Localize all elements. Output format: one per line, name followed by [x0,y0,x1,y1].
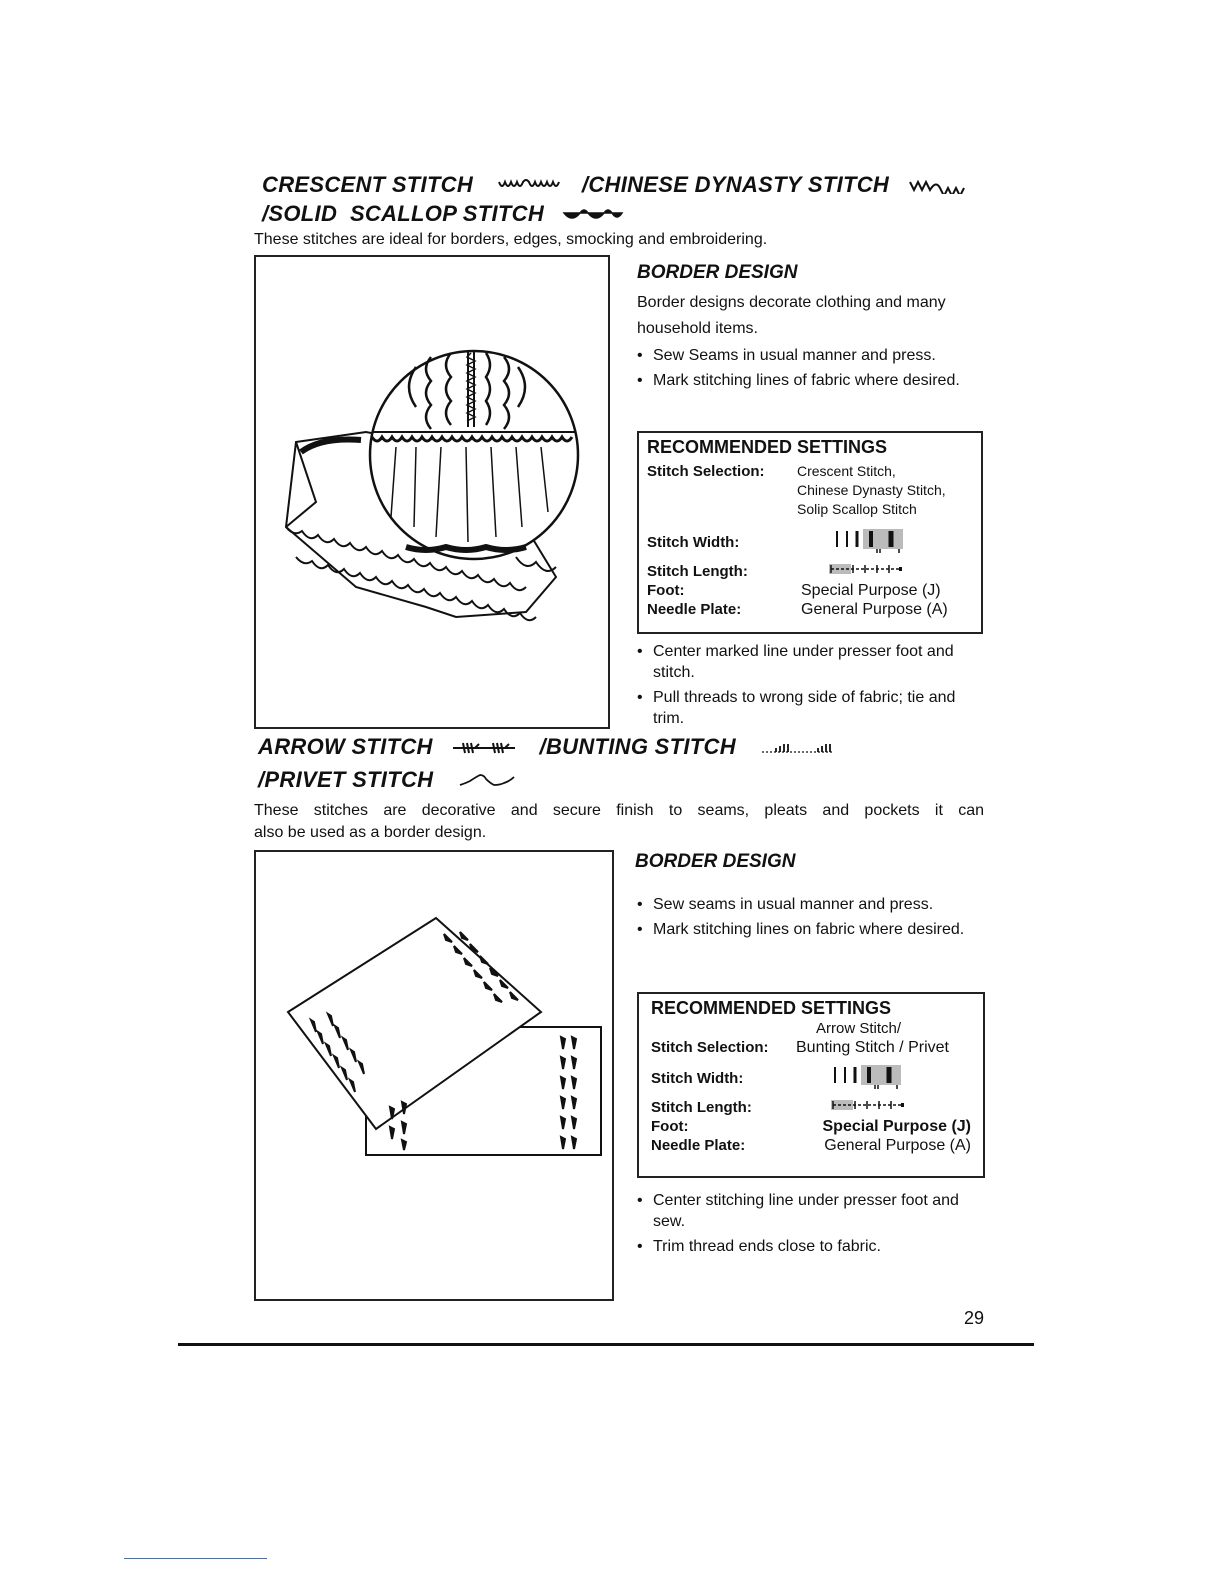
footer-rule [178,1343,1034,1346]
list-item: • Center stitching line under presser foot and sew. [637,1190,987,1232]
stitch-selection-label: Stitch Selection: [651,1039,769,1056]
list-item: • Pull threads to wrong side of fabric; tie and trim. [637,687,982,729]
section2-bullets-after [637,1190,987,1261]
stitch-width-row [647,527,973,558]
needle-plate-label: Needle Plate: [651,1137,746,1154]
section2-bullets-before [637,894,982,944]
section2-heading-line1 [258,734,834,760]
pocket-figure [254,850,614,1301]
solid-scallop-stitch-icon [562,207,624,223]
arrow-stitch-icon [451,740,519,756]
foot-label: Foot: [651,1118,689,1135]
stitch-width-label: Stitch Width: [651,1070,744,1087]
chinese-dynasty-stitch-icon [908,178,974,194]
stitch-selection-value-2: Chinese Dynasty Stitch, [797,482,946,498]
foot-value: Special Purpose (J) [822,1118,971,1135]
privet-heading: /PRIVET STITCH [258,767,434,792]
foot-value: Special Purpose (J) [801,582,941,599]
section1-description-line1: Border designs decorate clothing and many [637,294,946,311]
stitch-length-row [647,562,973,581]
page-number: 29 [963,1308,984,1328]
stitch-selection-row [651,1038,975,1057]
section2-intro-line2: also be used as a border design. [254,824,487,841]
list-item: • Sew Seams in usual manner and press. [637,345,982,366]
solid-scallop-heading: /SOLID SCALLOP STITCH [262,201,545,226]
section1-bullets-before [637,345,982,395]
stitch-selection-value-3: Solip Scallop Stitch [797,501,917,517]
section1-bullets-after [637,641,982,733]
section1-description [637,290,982,342]
section1-recommended-settings [637,431,983,634]
bunting-heading: /BUNTING STITCH [539,734,736,759]
bed-skirt-figure [254,255,610,729]
stitch-length-label: Stitch Length: [647,563,748,580]
stitch-selection-top-row [651,1019,975,1038]
stitch-length-dial-icon [831,1098,911,1112]
foot-label: Foot: [647,582,685,599]
stitch-width-row [651,1063,975,1094]
needle-plate-value: General Purpose (A) [801,601,948,618]
section1-subheading: BORDER DESIGN [637,262,798,283]
privet-stitch-icon [458,773,518,789]
foot-row [647,581,973,600]
bed-skirt-illustration [256,257,608,727]
stitch-length-label: Stitch Length: [651,1099,752,1116]
stitch-width-dial-icon [833,527,913,553]
list-item: • Center marked line under presser foot and stitch. [637,641,982,683]
stitch-selection-top-value: Arrow Stitch/ [816,1020,902,1037]
needle-plate-label: Needle Plate: [647,601,742,618]
section2-subheading: BORDER DESIGN [635,851,796,872]
settings-title: RECOMMENDED SETTINGS [647,437,888,457]
list-item: • Mark stitching lines on fabric where desired. [637,919,982,940]
stitch-length-row [651,1098,975,1117]
bunting-stitch-icon [760,740,834,756]
needle-plate-row [647,600,973,619]
settings-title: RECOMMENDED SETTINGS [651,998,892,1018]
stitch-selection-label: Stitch Selection: [647,463,765,480]
stitch-width-label: Stitch Width: [647,534,740,551]
section1-heading-line2 [262,201,624,227]
section2-intro [254,800,984,844]
pleated-fabric-illustration [256,852,612,1299]
section1-intro: These stitches are ideal for borders, edges, smocking and embroidering. [254,231,768,248]
stitch-selection-value-1: Crescent Stitch, [797,463,896,479]
crescent-heading: CRESCENT STITCH [262,172,474,197]
stitch-width-dial-icon [831,1063,911,1089]
section1-heading-line1 [262,172,974,198]
needle-plate-value: General Purpose (A) [824,1137,971,1154]
section1-description-line2: household items. [637,320,758,337]
list-item: • Mark stitching lines of fabric where desired. [637,370,982,391]
arrow-heading: ARROW STITCH [258,734,433,759]
list-item: • Trim thread ends close to fabric. [637,1236,987,1257]
chinese-dynasty-heading: /CHINESE DYNASTY STITCH [581,172,890,197]
footnote-separator [124,1558,267,1559]
stitch-length-dial-icon [829,562,909,576]
section2-recommended-settings [637,992,985,1178]
foot-row [651,1117,975,1136]
list-item: • Sew seams in usual manner and press. [637,894,982,915]
stitch-selection-value [797,462,973,519]
stitch-selection-row [647,462,973,519]
crescent-stitch-icon [497,178,569,194]
section2-intro-line1: These stitches are decorative and secure finish to seams, pleats and pockets it can [254,802,984,819]
section2-heading-line2 [258,767,518,793]
stitch-selection-value: Bunting Stitch / Privet [796,1039,949,1056]
needle-plate-row [651,1136,975,1155]
